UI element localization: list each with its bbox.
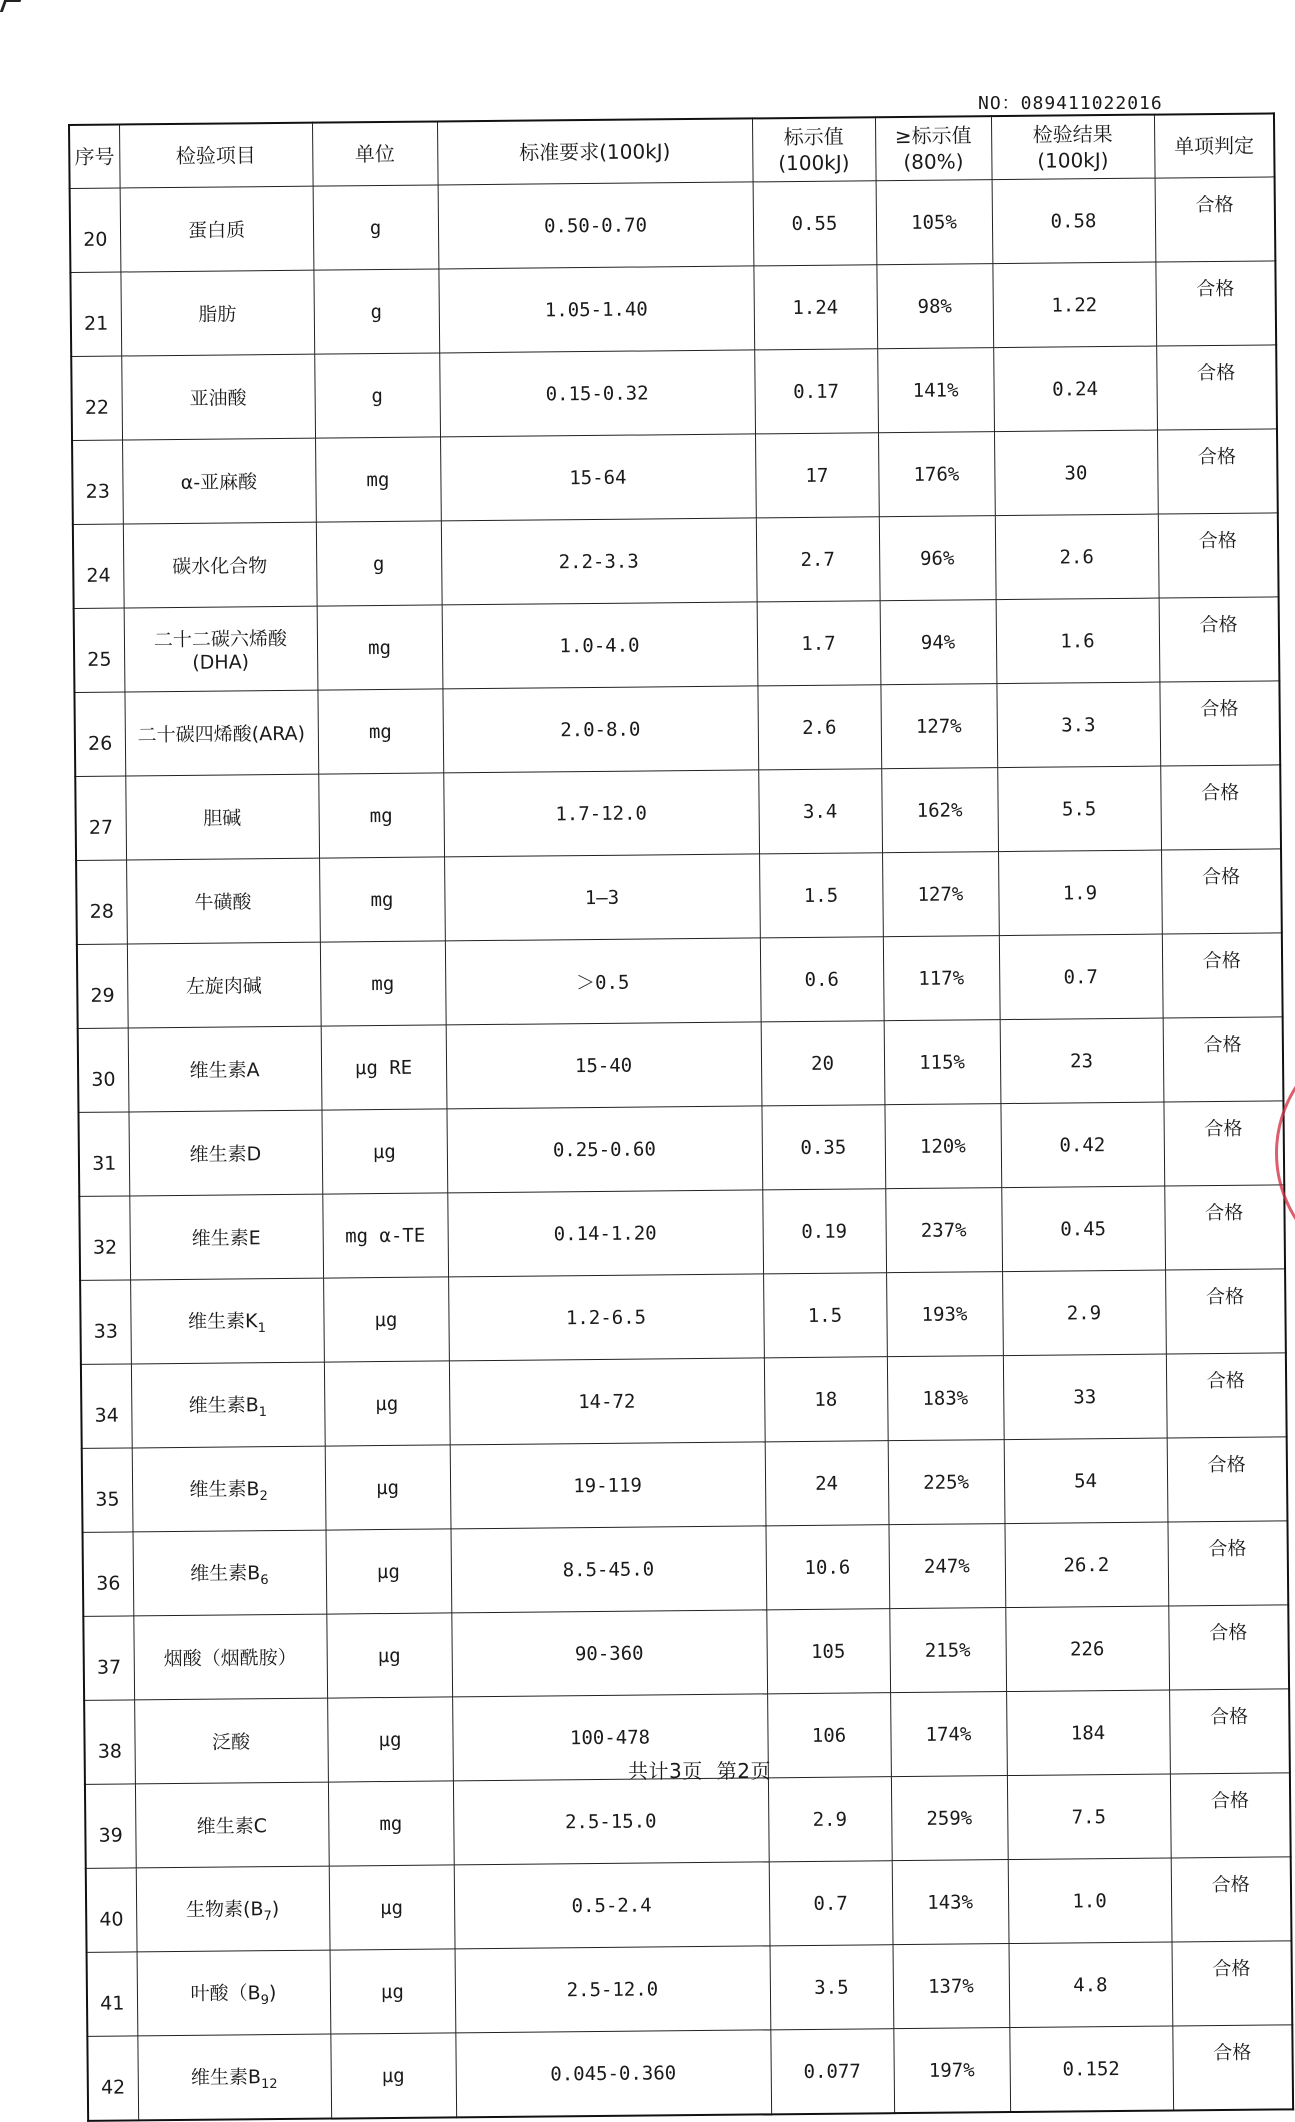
cell-item: [128, 1110, 322, 1196]
cell-unit: mg: [315, 437, 441, 522]
table-row: [74, 597, 1280, 693]
cell-standard: 1—3: [444, 854, 760, 941]
cell-seq: 26: [74, 692, 125, 776]
cell-judgement: 合格: [1170, 1773, 1291, 1858]
cell-result: 1.22: [992, 262, 1156, 348]
cell-unit: mg: [320, 941, 446, 1026]
header-label-value-line1: 标示值: [783, 124, 844, 150]
cell-ge-label: 143%: [892, 1860, 1009, 1945]
cell-label-value: 2.7: [756, 517, 880, 602]
item-name: 叶酸（B: [190, 1981, 261, 2005]
cell-item: [120, 186, 314, 272]
cell-ge-label: 137%: [893, 1944, 1010, 2029]
item-name: 胆碱: [203, 807, 242, 830]
item-name: 烟酸（烟酰胺）: [163, 1646, 297, 1671]
item-name: 维生素B: [190, 2065, 262, 2089]
cell-standard: 0.5-2.4: [454, 1862, 770, 1949]
cell-unit: g: [313, 269, 439, 354]
cell-label-value: 3.4: [758, 769, 882, 854]
item-name: 生物素(B: [185, 1897, 264, 1921]
cell-ge-label: 197%: [893, 2028, 1010, 2114]
cell-seq: 40: [86, 1868, 137, 1952]
cell-item: [135, 1782, 329, 1868]
cell-label-value: 106: [767, 1693, 891, 1778]
cell-label-value: 0.55: [753, 181, 877, 266]
cell-ge-label: 176%: [878, 432, 995, 517]
cell-unit: mg: [328, 1781, 454, 1866]
header-result: [991, 115, 1155, 180]
table-header-row: [69, 113, 1275, 188]
table-row: [85, 1773, 1291, 1869]
header-ge-label: [875, 116, 992, 181]
header-result-line1: 检验结果: [1032, 121, 1113, 147]
cell-judgement: 合格: [1172, 1941, 1293, 2026]
cell-ge-label: 215%: [889, 1608, 1006, 1693]
cell-judgement: 合格: [1163, 1101, 1284, 1186]
cell-unit: μg: [325, 1445, 451, 1530]
cell-ge-label: 117%: [883, 936, 1000, 1021]
cell-ge-label: 259%: [891, 1776, 1008, 1861]
cell-ge-label: 193%: [886, 1272, 1003, 1357]
header-ge-label-line1: ≥标示值: [894, 123, 972, 149]
cell-standard: 90-360: [451, 1610, 767, 1697]
cell-standard: 0.15-0.32: [439, 350, 755, 437]
table-row: [73, 513, 1279, 609]
cell-judgement: 合格: [1156, 345, 1277, 430]
cell-standard: 2.5-12.0: [455, 1946, 771, 2033]
cell-standard: 2.0-8.0: [442, 686, 758, 773]
cell-seq: 34: [81, 1364, 132, 1448]
cell-standard: 14-72: [449, 1358, 765, 1445]
cell-unit: μg: [330, 1949, 456, 2034]
header-result-line2: (100kJ): [1037, 148, 1109, 173]
cell-ge-label: 225%: [888, 1440, 1005, 1525]
cell-seq: 23: [72, 440, 123, 524]
cell-judgement: 合格: [1165, 1269, 1286, 1354]
cell-judgement: 合格: [1159, 597, 1280, 682]
cell-seq: 37: [83, 1616, 134, 1700]
item-tail: ): [268, 1981, 277, 2004]
cell-label-value: 0.077: [770, 2029, 894, 2115]
cell-seq: 31: [78, 1112, 129, 1196]
red-seal-stamp-edge: [1269, 1030, 1295, 1270]
cell-unit: μg: [330, 2033, 456, 2119]
cell-ge-label: 94%: [880, 600, 997, 685]
cell-ge-label: 127%: [882, 852, 999, 937]
table-row: [77, 933, 1283, 1029]
cell-unit: μg: [321, 1109, 447, 1194]
cell-item: [137, 1950, 331, 2036]
cell-seq: 29: [77, 944, 128, 1028]
table-row: [87, 1941, 1293, 2037]
table-row: [87, 2025, 1293, 2121]
cell-result: 0.58: [992, 178, 1156, 264]
cell-standard: 0.14-1.20: [447, 1190, 763, 1277]
cell-ge-label: 162%: [881, 768, 998, 853]
cell-unit: μg: [326, 1613, 452, 1698]
table-row: [81, 1353, 1287, 1449]
cell-judgement: 合格: [1166, 1353, 1287, 1438]
cell-item: [137, 2034, 331, 2120]
table-row: [80, 1269, 1286, 1365]
item-name: 维生素C: [196, 1815, 268, 1838]
cell-judgement: 合格: [1168, 1605, 1289, 1690]
cell-unit: mg: [319, 857, 445, 942]
cell-seq: 35: [82, 1448, 133, 1532]
cell-result: 0.42: [1000, 1102, 1164, 1188]
cell-result: 2.6: [995, 514, 1159, 600]
cell-unit: mg: [317, 689, 443, 774]
cell-seq: 39: [85, 1784, 136, 1868]
item-subscript: 9: [260, 1992, 270, 2008]
cell-judgement: 合格: [1167, 1521, 1288, 1606]
cell-result: 226: [1005, 1606, 1169, 1692]
cell-label-value: 0.19: [762, 1189, 886, 1274]
table-row: [72, 429, 1278, 525]
cell-item: [125, 774, 319, 860]
cell-standard: 2.2-3.3: [441, 518, 757, 605]
item-name: 左旋肉碱: [185, 975, 262, 998]
table-row: [83, 1521, 1289, 1617]
cell-standard: 19-119: [450, 1442, 766, 1529]
item-name: 维生素A: [189, 1059, 260, 1082]
cell-label-value: 1.5: [763, 1273, 887, 1358]
cell-judgement: 合格: [1155, 261, 1276, 346]
report-number: NO：089411022016: [978, 93, 1163, 114]
table-row: [82, 1437, 1288, 1533]
cell-item: [121, 354, 315, 440]
results-table-wrapper: [68, 112, 1292, 2121]
table-row: [78, 1101, 1284, 1197]
cell-item: [124, 690, 318, 776]
cell-judgement: 合格: [1162, 933, 1283, 1018]
cell-standard: 0.50-0.70: [438, 182, 754, 269]
cell-judgement: 合格: [1164, 1185, 1285, 1270]
cell-ge-label: 98%: [876, 264, 993, 349]
cell-result: 33: [1003, 1354, 1167, 1440]
item-subscript: 1: [257, 1320, 267, 1336]
cell-label-value: 1.7: [757, 601, 881, 686]
header-ge-label-line2: (80%): [903, 149, 964, 174]
cell-label-value: 0.35: [761, 1105, 885, 1190]
cell-item: [132, 1446, 326, 1532]
table-row: [70, 177, 1276, 273]
cell-label-value: 1.5: [759, 853, 883, 938]
cell-result: 54: [1004, 1438, 1168, 1524]
cell-result: 4.8: [1009, 1942, 1173, 2028]
cell-unit: μg: [323, 1277, 449, 1362]
cell-standard: 1.2-6.5: [448, 1274, 764, 1361]
cell-seq: 32: [79, 1196, 130, 1280]
item-name: 维生素E: [191, 1227, 261, 1250]
footer-total-pages: 共计3页: [628, 1759, 703, 1783]
cell-ge-label: 105%: [876, 180, 993, 265]
cell-label-value: 0.6: [760, 937, 884, 1022]
item-name: 碳水化合物: [172, 555, 268, 579]
item-name: 牛磺酸: [194, 891, 252, 914]
cell-ge-label: 96%: [879, 516, 996, 601]
cell-unit: μg: [326, 1529, 452, 1614]
cell-seq: 38: [84, 1700, 135, 1784]
table-row: [76, 849, 1282, 945]
cell-label-value: 17: [755, 433, 879, 518]
table-row: [70, 261, 1276, 357]
cell-unit: mg: [318, 773, 444, 858]
item-name: 泛酸: [211, 1731, 251, 1754]
table-body: [70, 177, 1293, 2121]
item-name: 维生素B: [190, 1561, 261, 1585]
cell-result: 0.24: [993, 346, 1157, 432]
cell-unit: mg: [317, 605, 443, 690]
cell-label-value: 10.6: [765, 1525, 889, 1610]
cell-seq: 25: [74, 608, 125, 692]
header-standard: 标准要求(100kJ): [437, 118, 753, 185]
header-seq: 序号: [69, 125, 120, 189]
cell-unit: μg: [329, 1865, 455, 1950]
cell-result: 2.9: [1002, 1270, 1166, 1356]
cell-ge-label: 247%: [888, 1524, 1005, 1609]
table-row: [86, 1857, 1292, 1953]
item-name: 维生素B: [189, 1477, 260, 1501]
cell-judgement: 合格: [1163, 1017, 1284, 1102]
cell-unit: g: [313, 185, 439, 270]
cell-seq: 30: [78, 1028, 129, 1112]
cell-result: 23: [1000, 1018, 1164, 1104]
cell-standard: 1.7-12.0: [443, 770, 759, 857]
cell-result: 1.6: [996, 598, 1160, 684]
cell-ge-label: 120%: [884, 1104, 1001, 1189]
cell-ge-label: 174%: [890, 1692, 1007, 1777]
cell-item: [134, 1698, 328, 1784]
cell-result: 0.7: [999, 934, 1163, 1020]
cell-ge-label: 183%: [887, 1356, 1004, 1441]
item-name: 维生素B: [188, 1393, 259, 1417]
cell-unit: g: [316, 521, 442, 606]
header-unit: 单位: [312, 121, 438, 186]
cell-ge-label: 237%: [885, 1188, 1002, 1273]
table-row: [83, 1605, 1289, 1701]
cell-judgement: 合格: [1172, 2025, 1293, 2111]
cell-result: 0.45: [1001, 1186, 1165, 1272]
cell-label-value: 3.5: [770, 1945, 894, 2030]
cell-label-value: 18: [764, 1357, 888, 1442]
item-name: 蛋白质: [187, 219, 246, 242]
table-row: [79, 1185, 1285, 1281]
cell-standard: 1.05-1.40: [438, 266, 754, 353]
item-name: 维生素K: [188, 1309, 258, 1333]
cell-result: 0.152: [1009, 2026, 1173, 2112]
cell-result: 5.5: [997, 766, 1161, 852]
cell-result: 184: [1006, 1690, 1170, 1776]
cell-label-value: 105: [766, 1609, 890, 1694]
item-subscript: 1: [258, 1404, 268, 1420]
scan-corner-mark: [0, 0, 21, 12]
cell-judgement: 合格: [1157, 429, 1278, 514]
item-name-line2: (DHA): [192, 651, 250, 674]
cell-item: [129, 1194, 323, 1280]
cell-standard: 2.5-15.0: [453, 1778, 769, 1865]
cell-seq: 28: [76, 860, 127, 944]
page-footer: [628, 1755, 785, 1784]
cell-result: 26.2: [1004, 1522, 1168, 1608]
item-name: 脂肪: [198, 303, 237, 326]
cell-judgement: 合格: [1158, 513, 1279, 598]
header-item: 检验项目: [119, 123, 313, 188]
cell-item: [136, 1866, 330, 1952]
item-subscript: 7: [263, 1908, 272, 1924]
cell-seq: 33: [80, 1280, 131, 1364]
cell-seq: 42: [87, 2036, 138, 2121]
cell-label-value: 24: [765, 1441, 889, 1526]
cell-unit: μg RE: [321, 1025, 447, 1110]
cell-judgement: 合格: [1167, 1437, 1288, 1522]
cell-item: [123, 522, 317, 608]
header-label-value-line2: (100kJ): [778, 150, 850, 176]
item-tail: ): [271, 1897, 280, 1920]
cell-label-value: 2.6: [757, 685, 881, 770]
cell-seq: 20: [70, 188, 121, 272]
cell-standard: 15-64: [440, 434, 756, 521]
cell-ge-label: 115%: [884, 1020, 1001, 1105]
cell-standard: ＞0.5: [445, 938, 761, 1025]
item-subscript: 12: [261, 2076, 278, 2092]
cell-item: [131, 1362, 325, 1448]
cell-standard: 1.0-4.0: [442, 602, 758, 689]
cell-seq: 27: [75, 776, 126, 860]
cell-seq: 24: [73, 524, 124, 608]
item-subscript: 6: [260, 1572, 269, 1588]
cell-ge-label: 127%: [880, 684, 997, 769]
cell-judgement: 合格: [1160, 765, 1281, 850]
cell-item: [133, 1530, 327, 1616]
item-subscript: 2: [259, 1488, 268, 1504]
item-name: α-亚麻酸: [180, 471, 258, 494]
cell-ge-label: 141%: [877, 348, 994, 433]
cell-judgement: 合格: [1171, 1857, 1292, 1942]
cell-judgement: 合格: [1155, 177, 1276, 262]
cell-standard: 8.5-45.0: [451, 1526, 767, 1613]
item-name: 维生素D: [189, 1143, 262, 1166]
cell-result: 1.9: [998, 850, 1162, 936]
cell-item: [124, 606, 318, 692]
cell-unit: μg: [324, 1361, 450, 1446]
item-name: 二十碳四烯酸(ARA): [137, 722, 306, 747]
cell-seq: 36: [83, 1532, 134, 1616]
cell-result: 1.0: [1008, 1858, 1172, 1944]
cell-standard: 0.045-0.360: [455, 2030, 771, 2118]
cell-unit: mg α-TE: [322, 1193, 448, 1278]
table-row: [71, 345, 1277, 441]
cell-unit: μg: [327, 1697, 453, 1782]
cell-unit: g: [314, 353, 440, 438]
cell-result: 7.5: [1007, 1774, 1171, 1860]
item-name: 二十二碳六烯酸: [153, 627, 288, 652]
footer-current-page: 第2页: [716, 1759, 771, 1783]
cell-standard: 100-478: [452, 1694, 768, 1781]
cell-seq: 21: [70, 272, 121, 356]
cell-seq: 41: [87, 1952, 138, 2036]
cell-item: [122, 438, 316, 524]
cell-standard: 15-40: [446, 1022, 762, 1109]
cell-item: [126, 858, 320, 944]
table-row: [75, 765, 1281, 861]
cell-label-value: 1.24: [753, 265, 877, 350]
cell-label-value: 0.7: [769, 1861, 893, 1946]
results-table: [68, 112, 1294, 2121]
cell-item: [128, 1026, 322, 1112]
cell-standard: 0.25-0.60: [446, 1106, 762, 1193]
cell-judgement: 合格: [1169, 1689, 1290, 1774]
cell-result: 3.3: [996, 682, 1160, 768]
cell-label-value: 20: [761, 1021, 885, 1106]
cell-seq: 22: [71, 356, 122, 440]
cell-item: [133, 1614, 327, 1700]
table-row: [78, 1017, 1284, 1113]
cell-judgement: 合格: [1161, 849, 1282, 934]
cell-judgement: 合格: [1159, 681, 1280, 766]
cell-item: [120, 270, 314, 356]
header-judgement: 单项判定: [1154, 113, 1275, 178]
cell-label-value: 0.17: [754, 349, 878, 434]
cell-item: [127, 942, 321, 1028]
cell-label-value: 2.9: [768, 1777, 892, 1862]
header-label-value: [752, 117, 876, 182]
table-row: [74, 681, 1280, 777]
cell-result: 30: [994, 430, 1158, 516]
item-name: 亚油酸: [189, 387, 247, 410]
cell-item: [130, 1278, 324, 1364]
